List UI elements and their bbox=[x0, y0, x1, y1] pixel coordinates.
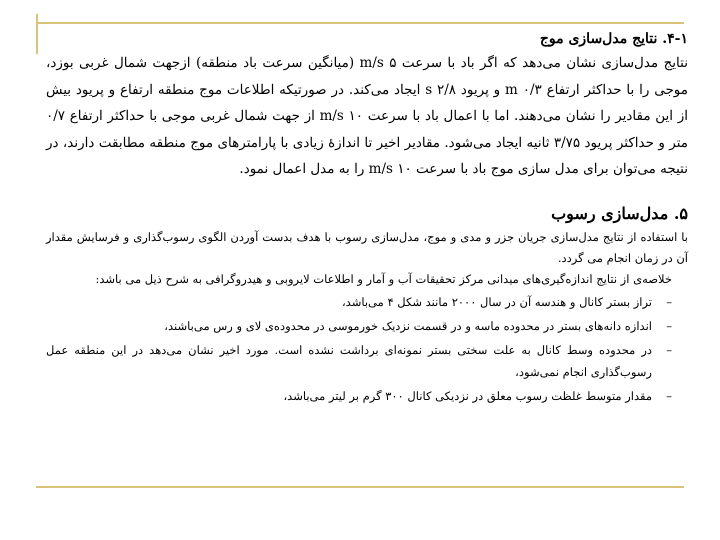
sediment-findings-list bbox=[46, 291, 688, 407]
list-item-text: مقدار متوسط غلظت رسوب معلق در نزدیکی کانال ۳۰۰ گرم بر لیتر می‌باشد، bbox=[283, 388, 652, 403]
list-item bbox=[46, 385, 672, 407]
list-item-text: تراز بستر کانال و هندسه آن در سال ۲۰۰۰ مانند شکل ۴ می‌باشد، bbox=[341, 294, 652, 309]
list-item bbox=[46, 315, 672, 337]
heading-wave-results: ۴-۱. نتایج مدل‌سازی موج bbox=[539, 31, 688, 47]
top-rule bbox=[36, 22, 684, 24]
bottom-rule bbox=[36, 486, 684, 488]
bullet-marker: – bbox=[666, 294, 672, 309]
paragraph-sediment-summary: خلاصه‌ی از نتایج اندازه‌گیری‌های میدانی مرکز تحقیقات آب و آمار و اطلاعات لایروبی و هیدروگرافی به شرح ذیل می باشد: bbox=[95, 271, 672, 286]
list-item-text: در محدوده وسط کانال به علت سختی بستر نمونه‌ای برداشت نشده است. مورد اخیر نشان می‌دهد در این منطقه عمل رسوب‌گذاری انجام نمی‌شود، bbox=[46, 342, 652, 379]
list-item-text: اندازه دانه‌های بستر در محدوده ماسه و در قسمت نزدیک خورموسی در محدوده‌ی لای و رس می‌باشند، bbox=[164, 318, 652, 333]
bullet-marker: – bbox=[666, 318, 672, 333]
bullet-marker: – bbox=[666, 388, 672, 403]
paragraph-wave-results: نتایج مدل‌سازی نشان می‌دهد که اگر باد با سرعت ۵ m/s (میانگین سرعت باد منطقه) ازجهت شمال غربی بوزد، موجی را با حداکثر ارتفاع ۰/۳ m و پریود ۲/۸ s ایجاد می‌کند. در صورتیکه اطلاعات موج منطقه ارتفاع و پریود بیش از این مقادیر را نشان می‌دهند. اما با اعمال باد با سرعت ۱۰ m/s از جهت شمال غربی موجی با حداکثر ارتفاع ۰/۷ متر و حداکثر پریود ۳/۷۵ ثانیه ایجاد می‌شود. مقادیر اخیر تا اندازهٔ زیادی با پارامترهای موج منطقه مطابقت دارند، در نتیجه می‌توان برای مدل سازی موج باد با سرعت ۱۰ m/s را به مدل اعمال نمود. bbox=[46, 55, 689, 177]
paragraph-sediment-intro: با استفاده از نتایج مدل‌سازی جریان جزر و مدی و موج، مدل‌سازی رسوب با هدف بدست آوردن الگوی رسوب‌گذاری و فرسایش مقدار آن در زمان انجام می گردد. bbox=[46, 229, 688, 265]
slide-content bbox=[46, 28, 688, 409]
bullet-marker: – bbox=[666, 342, 672, 357]
left-rule bbox=[36, 14, 38, 54]
list-item bbox=[46, 339, 672, 383]
list-item bbox=[46, 291, 672, 313]
heading-sediment-modeling: ۵. مدل‌سازی رسوب bbox=[551, 203, 688, 223]
